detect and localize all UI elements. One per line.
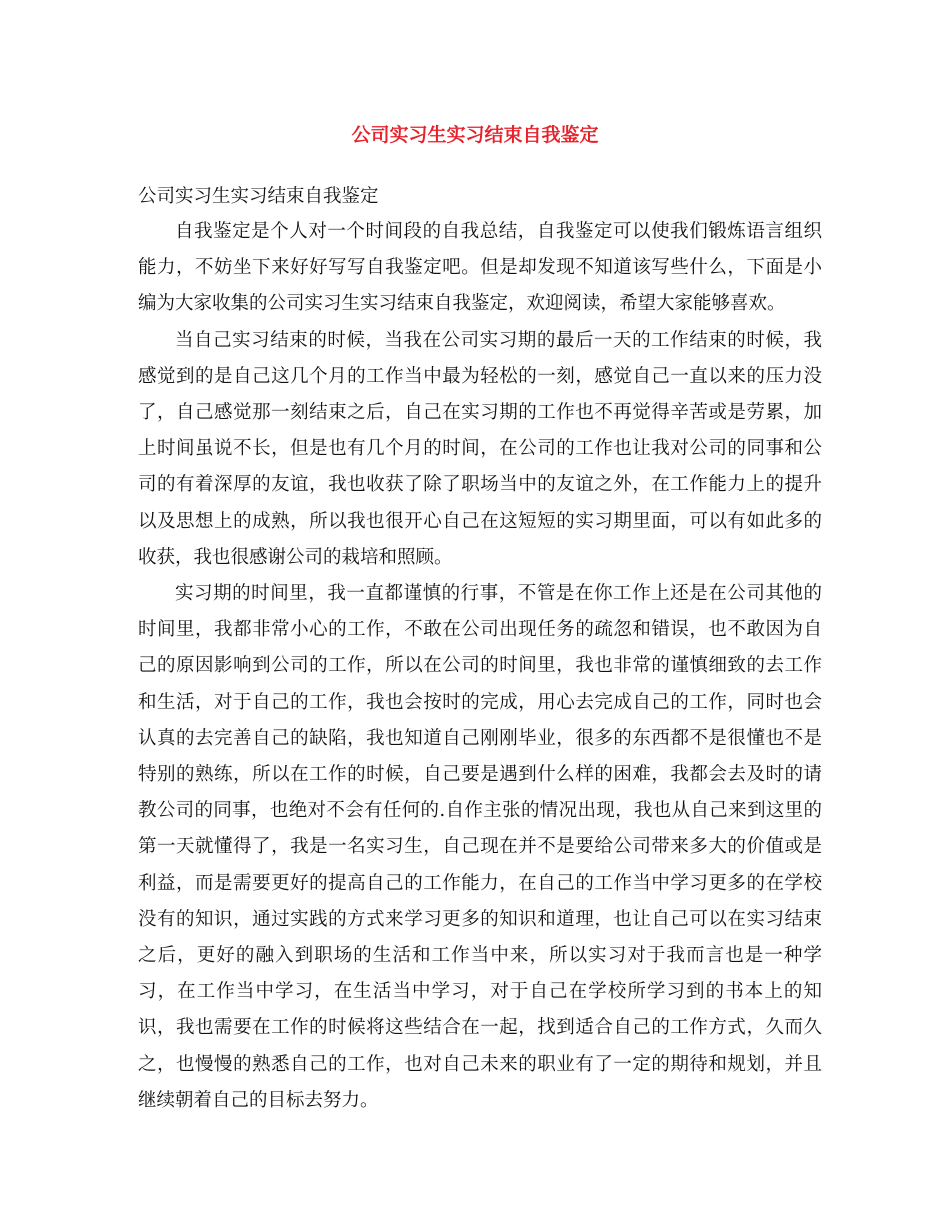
document-body xyxy=(138,180,822,1119)
document-subtitle: 公司实习生实习结束自我鉴定 xyxy=(138,186,379,207)
paragraph-end-of-internship: 当自己实习结束的时候，当我在公司实习期的最后一天的工作结束的时候，我感觉到的是自己这几个月的工作当中最为轻松的一刻，感觉自己一直以来的压力没了，自己感觉那一刻结束之后，自己在实习期的工作也不再觉得辛苦或是劳累，加上时间虽说不长，但是也有几个月的时间，在公司的工作也让我对公司的同事和公司的有着深厚的友谊，我也收获了除了职场当中的友谊之外，在工作能力上的提升以及思想上的成熟，所以我也很开心自己在这短短的实习期里面，可以有如此多的收获，我也很感谢公司的栽培和照顾。 xyxy=(138,329,822,568)
paragraph-intro: 自我鉴定是个人对一个时间段的自我总结，自我鉴定可以使我们锻炼语言组织能力，不妨坐下来好好写写自我鉴定吧。但是却发现不知道该写些什么，下面是小编为大家收集的公司实习生实习结束自我鉴定，欢迎阅读，希望大家能够喜欢。 xyxy=(138,221,822,315)
paragraph-internship-period: 实习期的时间里，我一直都谨慎的行事，不管是在你工作上还是在公司其他的时间里，我都非常小心的工作，不敢在公司出现任务的疏忽和错误，也不敢因为自己的原因影响到公司的工作，所以在公司的时间里，我也非常的谨慎细致的去工作和生活，对于自己的工作，我也会按时的完成，用心去完成自己的工作，同时也会认真的去完善自己的缺陷，我也知道自己刚刚毕业，很多的东西都不是很懂也不是特别的熟练，所以在工作的时候，自己要是遇到什么样的困难，我都会去及时的请教公司的同事，也绝对不会有任何的.自作主张的情况出现，我也从自己来到这里的第一天就懂得了，我是一名实习生，自己现在并不是要给公司带来多大的价值或是利益，而是需要更好的提高自己的工作能力，在自己的工作当中学习更多的在学校没有的知识，通过实践的方式来学习更多的知识和道理，也让自己可以在实习结束之后，更好的融入到职场的生活和工作当中来，所以实习对于我而言也是一种学习，在工作当中学习，在生活当中学习，对于自己在学校所学习到的书本上的知识，我也需要在工作的时候将这些结合在一起，找到适合自己的工作方式，久而久之，也慢慢的熟悉自己的工作，也对自己未来的职业有了一定的期待和规划，并且继续朝着自己的目标去努力。 xyxy=(138,583,822,1111)
document-title: 公司实习生实习结束自我鉴定 xyxy=(351,124,599,146)
